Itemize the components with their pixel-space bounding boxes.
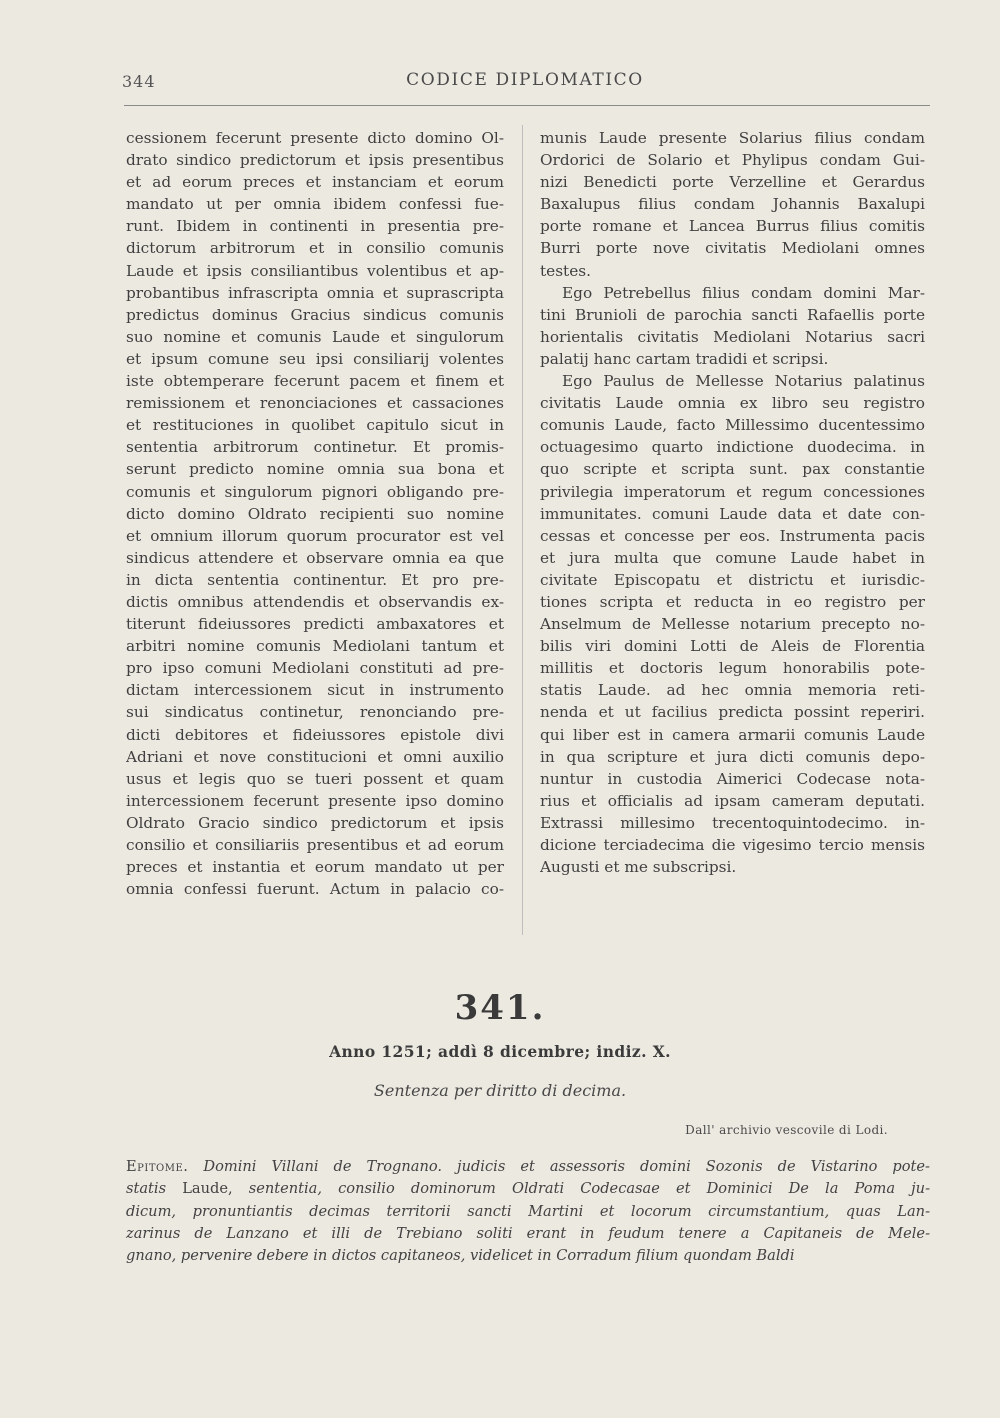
- text-line: dictam intercessionem sicut in instrumento: [126, 681, 504, 700]
- text-line: pro ipso comuni Mediolani constituti ad pre-: [126, 659, 504, 678]
- left-text-column: [126, 127, 504, 900]
- text-line: Augusti et me subscripsi.: [540, 858, 737, 877]
- text-line: et restituciones in quolibet capitulo sicut in: [126, 416, 504, 435]
- text-line: cessas et concesse per eos. Instrumenta pacis: [540, 526, 925, 545]
- page-number: 344: [122, 72, 156, 91]
- text-line: immunitates. comuni Laude data et date con-: [540, 504, 925, 523]
- text-line: rius et officialis ad ipsam cameram deputati.: [540, 791, 925, 810]
- text-line: tiones scripta et reducta in eo registro per: [540, 592, 925, 611]
- text-line: et omnium illorum quorum procurator est vel: [126, 526, 504, 545]
- text-line: Ego Petrebellus filius condam domini Mar-: [562, 283, 925, 302]
- text-line: porte romane et Lancea Burrus filius comitis: [540, 217, 925, 236]
- text-line: consilio et consiliariis presentibus et ad eorum: [126, 836, 504, 854]
- text-line: civitatis Laude omnia ex libro seu registro: [540, 394, 925, 413]
- header-rule: [124, 105, 930, 106]
- text-line: dictorum arbitrorum et in consilio comunis: [126, 239, 504, 258]
- text-line: et ipsum comune seu ipsi consiliarij volentes: [126, 349, 504, 368]
- text-line: comunis Laude, facto Millessimo ducentessimo: [540, 416, 925, 435]
- epitome-line: statis Laude, sententia, consilio dominorum Oldrati Codecasae et Dominici De la Poma ju-: [126, 1180, 931, 1198]
- text-line: dicto domino Oldrato recipienti suo nomine: [126, 504, 504, 523]
- running-title: CODICE DIPLOMATICO: [406, 70, 644, 90]
- epitome-line: dicum, pronuntiantis decimas territorii sancti Martini et locorum circumstantium, quas Lan-: [126, 1202, 930, 1220]
- text-line: et ad eorum preces et instanciam et eorum: [126, 173, 504, 192]
- text-line: octuagesimo quarto indictione duodecima. in: [540, 438, 925, 457]
- epitome-label: Epitome.: [126, 1158, 189, 1175]
- text-line: probantibus infrascripta omnia et suprascripta: [126, 283, 504, 302]
- epitome-paragraph: [126, 1156, 930, 1267]
- text-line: dictis omnibus attendendis et observandis ex-: [126, 592, 504, 611]
- text-line: in dicta sententia continentur. Et pro pre-: [126, 570, 504, 589]
- epitome-line: gnano, pervenire debere in dictos capitaneos, videlicet in Corradum filium quondam Baldi: [126, 1247, 795, 1265]
- text-line: dicione terciadecima die vigesimo tercio mensis: [540, 836, 925, 854]
- text-line: remissionem et renonciaciones et cassaciones: [126, 394, 504, 413]
- text-line: horientalis civitatis Mediolani Notarius sacri: [540, 327, 925, 346]
- page-header: [120, 70, 930, 100]
- text-line: Laude et ipsis consiliantibus volentibus et ap-: [126, 261, 504, 280]
- text-line: dicti debitores et fideiussores epistole divi: [126, 725, 504, 744]
- epitome-line: Epitome. Domini Villani de Trognano. judicis et assessoris domini Sozonis de Vistarino pote-: [126, 1158, 930, 1175]
- text-line: omnia confessi fuerunt. Actum in palacio co-: [126, 880, 504, 899]
- text-line: nenda et ut facilius predicta possint reperiri.: [540, 703, 925, 722]
- epitome-line: zarinus de Lanzano et illi de Trebiano soliti erant in feudum tenere a Capitaneis de Mele-: [126, 1224, 930, 1242]
- text-line: usus et legis quo se tueri possent et quam: [126, 769, 504, 788]
- document-source: Dall' archivio vescovile di Lodi.: [685, 1123, 888, 1137]
- text-line: Ego Paulus de Mellesse Notarius palatinus: [562, 372, 925, 391]
- text-line: iste obtemperare fecerunt pacem et finem et: [126, 372, 504, 391]
- text-line: privilegia imperatorum et regum concessiones: [540, 482, 925, 501]
- text-line: mandato ut per omnia ibidem confessi fue-: [126, 195, 504, 214]
- text-line: Extrassi millesimo trecentoquintodecimo. in-: [540, 813, 925, 832]
- text-line: Anselmum de Mellesse notarium precepto no-: [540, 615, 925, 634]
- text-line: titerunt fideiussores predicti ambaxatores et: [126, 615, 504, 634]
- text-line: statis Laude. ad hec omnia memoria reti-: [540, 681, 925, 700]
- text-line: runt. Ibidem in continenti in presentia pre-: [126, 217, 504, 236]
- text-line: Adriani et nove constitucioni et omni auxilio: [126, 747, 504, 766]
- text-line: cessionem fecerunt presente dicto domino Ol-: [126, 129, 504, 147]
- right-text-column: [540, 127, 925, 878]
- text-line: serunt predicto nomine omnia sua bona et: [126, 460, 504, 479]
- document-date: Anno 1251; addì 8 dicembre; indiz. X.: [329, 1042, 671, 1061]
- text-line: quo scripte et scripta sunt. pax constantie: [540, 460, 925, 479]
- text-line: intercessionem fecerunt presente ipso domino: [126, 791, 504, 810]
- text-line: millitis et doctoris legum honorabilis pote-: [540, 659, 925, 678]
- text-line: comunis et singulorum pignori obligando pre-: [126, 482, 504, 501]
- text-line: nizi Benedicti porte Verzelline et Gerardus: [540, 173, 925, 192]
- text-line: Oldrato Gracio sindico predictorum et ipsis: [126, 813, 504, 832]
- text-line: in qua scripture et jura dicti comunis depo-: [540, 747, 925, 766]
- text-line: Baxalupus filius condam Johannis Baxalupi: [540, 195, 925, 214]
- text-line: suo nomine et comunis Laude et singulorum: [126, 327, 504, 346]
- text-line: palatij hanc cartam tradidi et scripsi.: [540, 349, 829, 368]
- text-line: sindicus attendere et observare omnia ea que: [126, 548, 504, 567]
- column-divider: [522, 125, 523, 935]
- document-subject: Sentenza per diritto di decima.: [373, 1081, 627, 1100]
- text-line: nuntur in custodia Aimerici Codecase nota-: [540, 769, 925, 788]
- text-line: testes.: [540, 261, 591, 280]
- text-line: et jura multa que comune Laude habet in: [540, 548, 925, 567]
- document-number: 341.: [454, 988, 546, 1028]
- text-line: Burri porte nove civitatis Mediolani omnes: [540, 239, 925, 258]
- text-line: Ordorici de Solario et Phylipus condam Gui-: [540, 151, 925, 170]
- text-line: drato sindico predictorum et ipsis presentibus: [126, 151, 504, 170]
- text-line: preces et instantia et eorum mandato ut per: [126, 858, 504, 877]
- text-line: predictus dominus Gracius sindicus comunis: [126, 305, 504, 324]
- text-line: civitate Episcopatu et districtu et iurisdic-: [540, 570, 925, 589]
- text-line: sui sindicatus continetur, renonciando pre-: [126, 703, 504, 722]
- text-line: arbitri nomine comunis Mediolani tantum et: [126, 637, 504, 656]
- text-line: bilis viri domini Lotti de Aleis de Florentia: [540, 637, 925, 656]
- text-line: tini Brunioli de parochia sancti Rafaellis porte: [540, 305, 925, 324]
- text-line: qui liber est in camera armarii comunis Laude: [540, 725, 925, 744]
- text-line: munis Laude presente Solarius filius condam: [540, 129, 925, 147]
- text-line: sententia arbitrorum continetur. Et promis-: [126, 438, 504, 457]
